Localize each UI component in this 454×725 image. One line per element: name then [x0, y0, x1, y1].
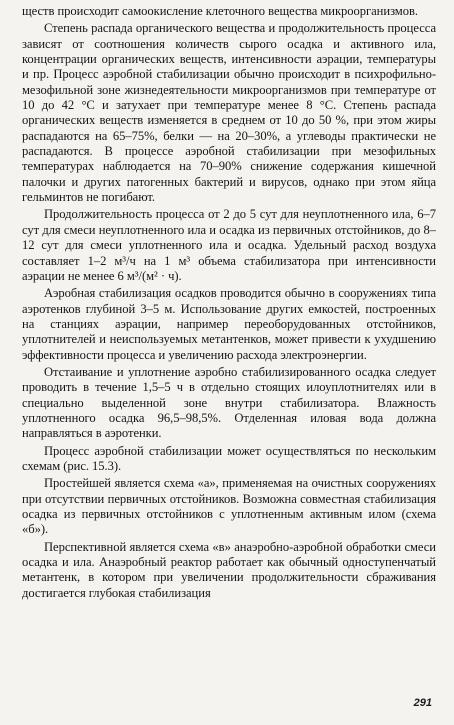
- paragraph-7: Простейшей является схема «а», применяемая на очистных сооружениях при отсутствии первичных отстойников. Возможна совместная стабилизация осадка из первичных отстойников с уплотненным активным илом (схема «б»).: [22, 476, 436, 537]
- paragraph-6: Процесс аэробной стабилизации может осуществляться по нескольким схемам (рис. 15.3).: [22, 443, 436, 473]
- paragraph-2: Степень распада органического вещества и продолжительность процесса зависят от соотношения количеств сырого осадка и активного ила, концентрации органических веществ, интенсивности аэрации, температуры и пр. Процесс аэробной стабилизации обычно происходит в психрофильно-мезофильной зоне жизнедеятельности микроорганизмов при температуре от 10 до 42 °С и затухает при температуре менее 8 °С. Степень распада органических веществ изменяется в среднем от 10 до 50 %, при этом жиры распадаются на 65–75%, белки — на 20–30%, а углеводы практически не распадаются. В процессе аэробной стабилизации при мезофильных температурах наблюдается на 70–90% снижение содержания кишечной палочки и других патогенных бактерий и вирусов, однако при этом яйца гельминтов не погибают.: [22, 21, 436, 205]
- page-number: 291: [413, 697, 432, 709]
- paragraph-4: Аэробная стабилизация осадков проводится обычно в сооружениях типа аэротенков глубиной 3–5 м. Использование других емкостей, построенных на станциях аэрации, например переоборудованных отстойников, уплотнителей и неиспользуемых метантенков, может привести к ухудшению эффективности процесса и увеличению расхода электроэнергии.: [22, 286, 436, 362]
- paragraph-5: Отстаивание и уплотнение аэробно стабилизированного осадка следует проводить в течение 1,5–5 ч в отдельно стоящих илоуплотнителях или в специально выделенной зоне внутри стабилизатора. Влажность уплотненного осадка 96,5–98,5%. Отделенная иловая вода должна направляться в аэротенки.: [22, 364, 436, 441]
- paragraph-8: Перспективной является схема «в» анаэробно-аэробной обработки смеси осадка и ила. Анаэробный реактор работает как обычный одноступенчатый метантенк, в котором при увеличении продолжительности сбраживания достигается глубокая стабилизация: [22, 539, 436, 600]
- paragraph-3: Продолжительность процесса от 2 до 5 сут для неуплотненного ила, 6–7 сут для смеси неуплотненного ила и осадка из первичных отстойников, до 8–12 сут для смеси уплотненного ила и осадка. Удельный расход воздуха составляет 1–2 м³/ч на 1 м³ объема стабилизатора при интенсивности аэрации не менее 6 м³/(м² · ч).: [22, 207, 436, 283]
- page-body: [22, 4, 436, 694]
- paragraph-1: ществ происходит самоокисление клеточного вещества микроорганизмов.: [22, 4, 418, 18]
